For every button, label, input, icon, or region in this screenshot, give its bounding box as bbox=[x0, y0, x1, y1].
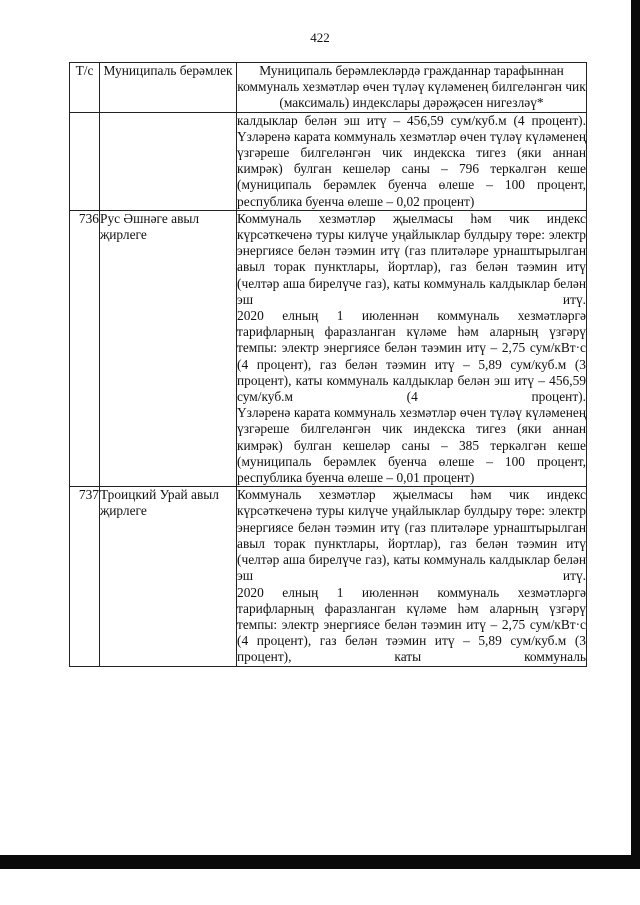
paragraph: Үзләренә карата коммуналь хезмәтләр өчен түләү күләменең үзгәреше билгеләнгән чик индекска тигез (яки аннан кимрәк) булган кешеләр саны – 796 теркәлгән кеше (муниципаль берәмлек буенча өлеше – 100 процент, республика буенча өлеше – 0,02 процент) bbox=[237, 128, 586, 209]
header-municipality: Муниципаль берәмлек bbox=[100, 63, 237, 113]
scan-edge-right bbox=[631, 0, 640, 869]
tariff-index-table bbox=[69, 62, 587, 667]
paragraph: Коммуналь хезмәтләр җыелмасы һәм чик индекс күрсәткеченә туры килүче уңайлыклар булдыру төре: электр энергиясе белән тәэмин итү (газ плитәләре урнаштырылган авыл торак пунктлары, йортлар), газ белән тәэмин итү (челтәр аша бирелүче газ), каты коммуналь калдыклар белән эш итү. bbox=[237, 487, 586, 584]
row-number: 736 bbox=[70, 210, 100, 486]
row-description bbox=[237, 112, 587, 210]
paragraph: 2020 елның 1 июленнән коммуналь хезмәтләргә тарифларның фаразланган күләме һәм аларның үзгәрү темпы: электр энергиясе белән тәэмин итү – 2,75 сум/кВт·с (4 процент), газ белән тәэмин итү – 5,89 сум/куб.м (3 процент), каты коммуналь bbox=[237, 584, 586, 665]
header-index-justification: Муниципаль берәмлекләрдә гражданнар тарафыннан коммуналь хезмәтләр өчен түләү күләменең билгеләнгән чик (максималь) индекслары дәрәҗәсен нигезләү* bbox=[237, 63, 586, 111]
paragraph: Коммуналь хезмәтләр җыелмасы һәм чик индекс күрсәткеченә туры килүче уңайлыклар булдыру төре: электр энергиясе белән тәэмин итү (газ плитәләре урнаштырылган авыл торак пунктлары, йортлар), газ белән тәэмин итү (челтәр аша бирелүче газ), каты коммуналь калдыклар белән эш итү. bbox=[237, 210, 586, 307]
page-number: 422 bbox=[310, 30, 330, 45]
scan-edge-bottom bbox=[0, 855, 640, 869]
row-description bbox=[237, 487, 587, 666]
paragraph: Үзләренә карата коммуналь хезмәтләр өчен түләү күләменең үзгәреше билгеләнгән чик индекска тигез (яки аннан кимрәк) булган кешеләр саны – 385 теркәлгән кеше (муниципаль берәмлек буенча өлеше – 100 процент, республика буенча өлеше – 0,01 процент) bbox=[237, 405, 586, 486]
row-municipality: Рус Әшнәге авыл җирлеге bbox=[100, 210, 237, 486]
row-municipality: Троицкий Урай авыл җирлеге bbox=[100, 487, 237, 666]
table-row bbox=[70, 487, 587, 666]
row-municipality bbox=[100, 112, 237, 210]
paragraph: 2020 елның 1 июленнән коммуналь хезмәтләргә тарифларның фаразланган күләме һәм аларның үзгәрү темпы: электр энергиясе белән тәэмин итү – 2,75 сум/кВт·с (4 процент), газ белән тәэмин итү – 5,89 сум/куб.м (3 процент), каты коммуналь калдыклар белән эш итү – 456,59 сум/куб.м (4 процент). bbox=[237, 308, 586, 405]
header-number: Т/с bbox=[70, 63, 100, 113]
row-description bbox=[237, 210, 587, 486]
row-number bbox=[70, 112, 100, 210]
table-row bbox=[70, 210, 587, 486]
table-header-row bbox=[70, 63, 587, 113]
paragraph: калдыклар белән эш итү – 456,59 сум/куб.м (4 процент). bbox=[237, 112, 586, 128]
row-number: 737 bbox=[70, 487, 100, 666]
table-row bbox=[70, 112, 587, 210]
